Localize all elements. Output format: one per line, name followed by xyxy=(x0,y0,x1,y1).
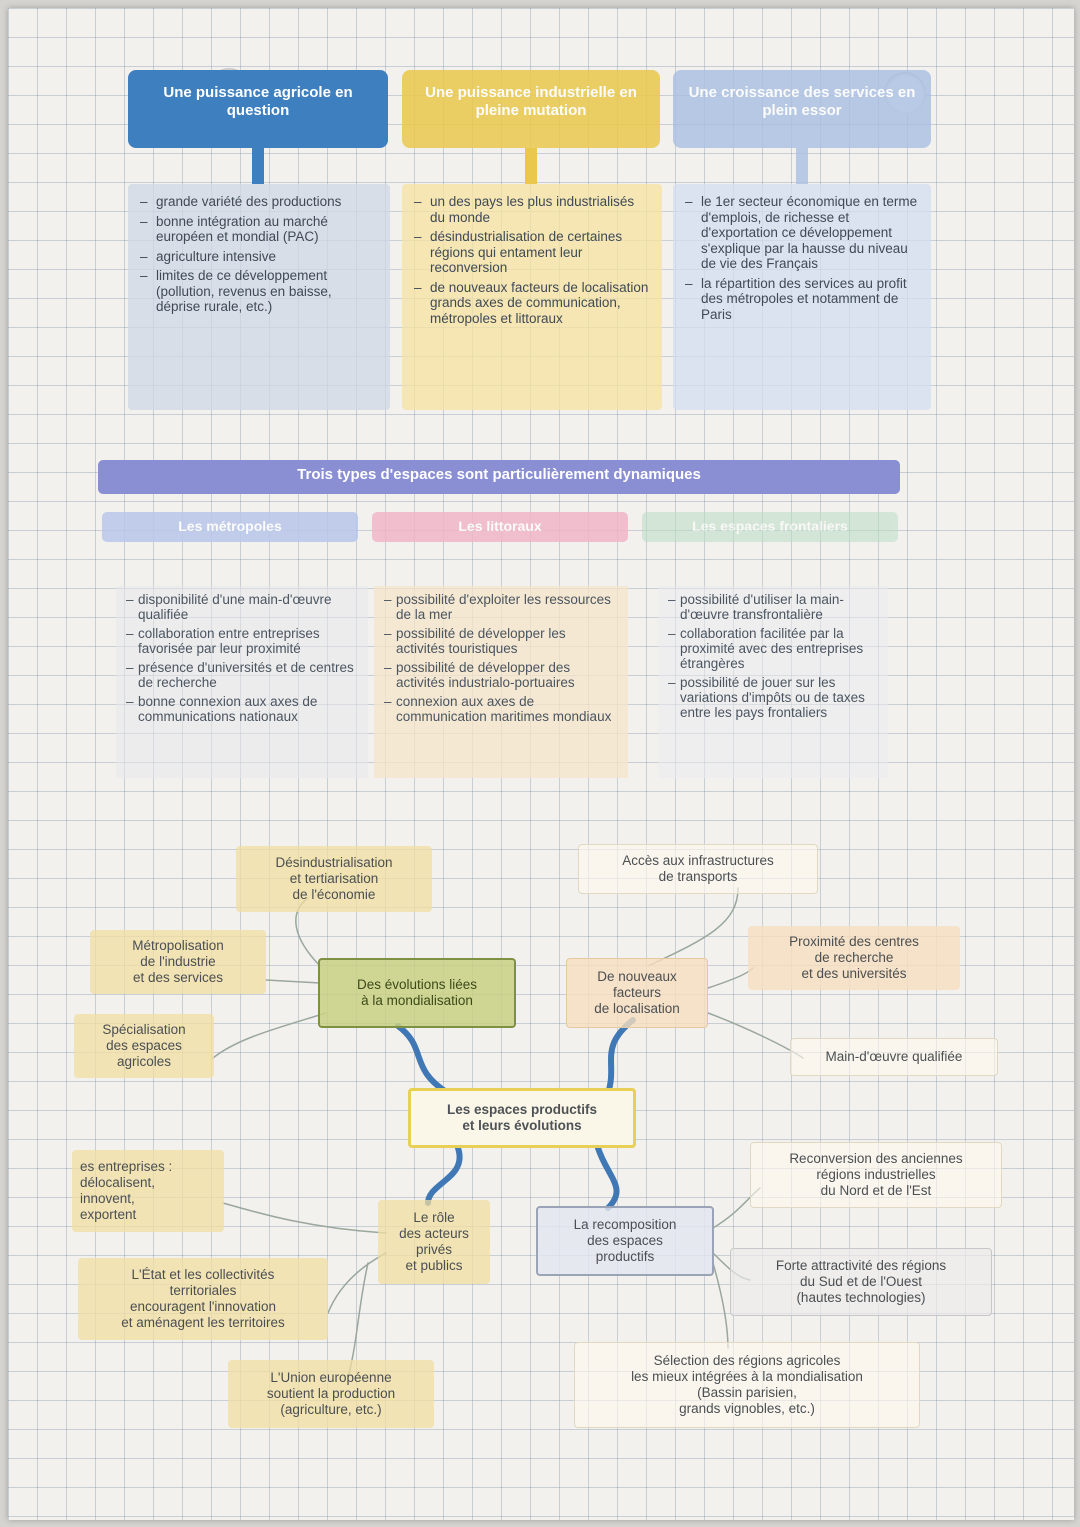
list-item: – agriculture intensive xyxy=(140,249,378,265)
list-item: – possibilité de développer les activités touristiques xyxy=(384,626,618,656)
list-item: – grande variété des productions xyxy=(140,194,378,210)
list-item: – le 1er secteur économique en terme d'emplois, de richesse et d'exportation ce développement s'explique par la hausse du niveau de vie des Français xyxy=(685,194,919,272)
list-item: – possibilité de jouer sur les variations d'impôts ou de taxes entre les pays frontaliers xyxy=(668,675,878,720)
branch-mondialisation: Des évolutions liées à la mondialisation xyxy=(318,958,516,1028)
branch-acteurs: Le rôle des acteurs privés et publics xyxy=(378,1200,490,1284)
list-item: – la répartition des services au profit des métropoles et notamment de Paris xyxy=(685,276,919,323)
list-item: – limites de ce développement (pollution, revenus en baisse, déprise rurale, etc.) xyxy=(140,268,378,315)
leaf-selection: Sélection des régions agricoles les mieux intégrées à la mondialisation (Bassin parisien, grands vignobles, etc.) xyxy=(574,1342,920,1428)
leaf-etat: L'État et les collectivités territoriales encouragent l'innovation et aménagent les territoires xyxy=(78,1258,328,1340)
leaf-specialisation: Spécialisation des espaces agricoles xyxy=(74,1014,214,1078)
list-item: – bonne intégration au marché européen et mondial (PAC) xyxy=(140,214,378,245)
notebook-sheet xyxy=(8,8,1074,1520)
branch-localisation: De nouveaux facteurs de localisation xyxy=(566,958,708,1028)
list-item: – un des pays les plus industrialisés du monde xyxy=(414,194,650,225)
list-item: – collaboration entre entreprises favorisée par leur proximité xyxy=(126,626,358,656)
leaf-ue: L'Union européenne soutient la production (agriculture, etc.) xyxy=(228,1360,434,1428)
leaf-main-oeuvre: Main-d'œuvre qualifiée xyxy=(790,1038,998,1076)
leaf-desindustrialisation: Désindustrialisation et tertiarisation de l'économie xyxy=(236,846,432,912)
list-item: – connexion aux axes de communication maritimes mondiaux xyxy=(384,694,618,724)
list-item: – possibilité de développer des activités industrialo-portuaires xyxy=(384,660,618,690)
list-item: – présence d'universités et de centres de recherche xyxy=(126,660,358,690)
list-item: – disponibilité d'une main-d'œuvre qualifiée xyxy=(126,592,358,622)
branch-recomposition: La recomposition des espaces productifs xyxy=(536,1206,714,1276)
banner-espaces-dynamiques: Trois types d'espaces sont particulièrement dynamiques xyxy=(98,460,900,494)
leaf-entreprises: es entreprises : délocalisent, innovent, exportent xyxy=(72,1150,224,1232)
header-services: Une croissance des services en plein essor xyxy=(673,70,931,148)
list-item: – possibilité d'utiliser la main-d'œuvre transfrontalière xyxy=(668,592,878,622)
list-item: – bonne connexion aux axes de communications nationaux xyxy=(126,694,358,724)
mindmap-center: Les espaces productifs et leurs évolutions xyxy=(408,1088,636,1148)
subheader-littoraux: Les littoraux xyxy=(372,512,628,542)
leaf-infrastructures: Accès aux infrastructures de transports xyxy=(578,844,818,894)
subheader-metropoles: Les métropoles xyxy=(102,512,358,542)
list-item: – de nouveaux facteurs de localisation grands axes de communication, métropoles et littoraux xyxy=(414,280,650,327)
leaf-attractivite: Forte attractivité des régions du Sud et de l'Ouest (hautes technologies) xyxy=(730,1248,992,1316)
list-item: – collaboration facilitée par la proximité avec des entreprises étrangères xyxy=(668,626,878,671)
list-item: – possibilité d'exploiter les ressources de la mer xyxy=(384,592,618,622)
leaf-proximite: Proximité des centres de recherche et des universités xyxy=(748,926,960,990)
list-item: – désindustrialisation de certaines régions qui entament leur reconversion xyxy=(414,229,650,276)
header-agriculture: Une puissance agricole en question xyxy=(128,70,388,148)
leaf-metropolisation: Métropolisation de l'industrie et des services xyxy=(90,930,266,994)
leaf-reconversion: Reconversion des anciennes régions industrielles du Nord et de l'Est xyxy=(750,1142,1002,1208)
header-industrie: Une puissance industrielle en pleine mutation xyxy=(402,70,660,148)
subheader-frontaliers: Les espaces frontaliers xyxy=(642,512,898,542)
